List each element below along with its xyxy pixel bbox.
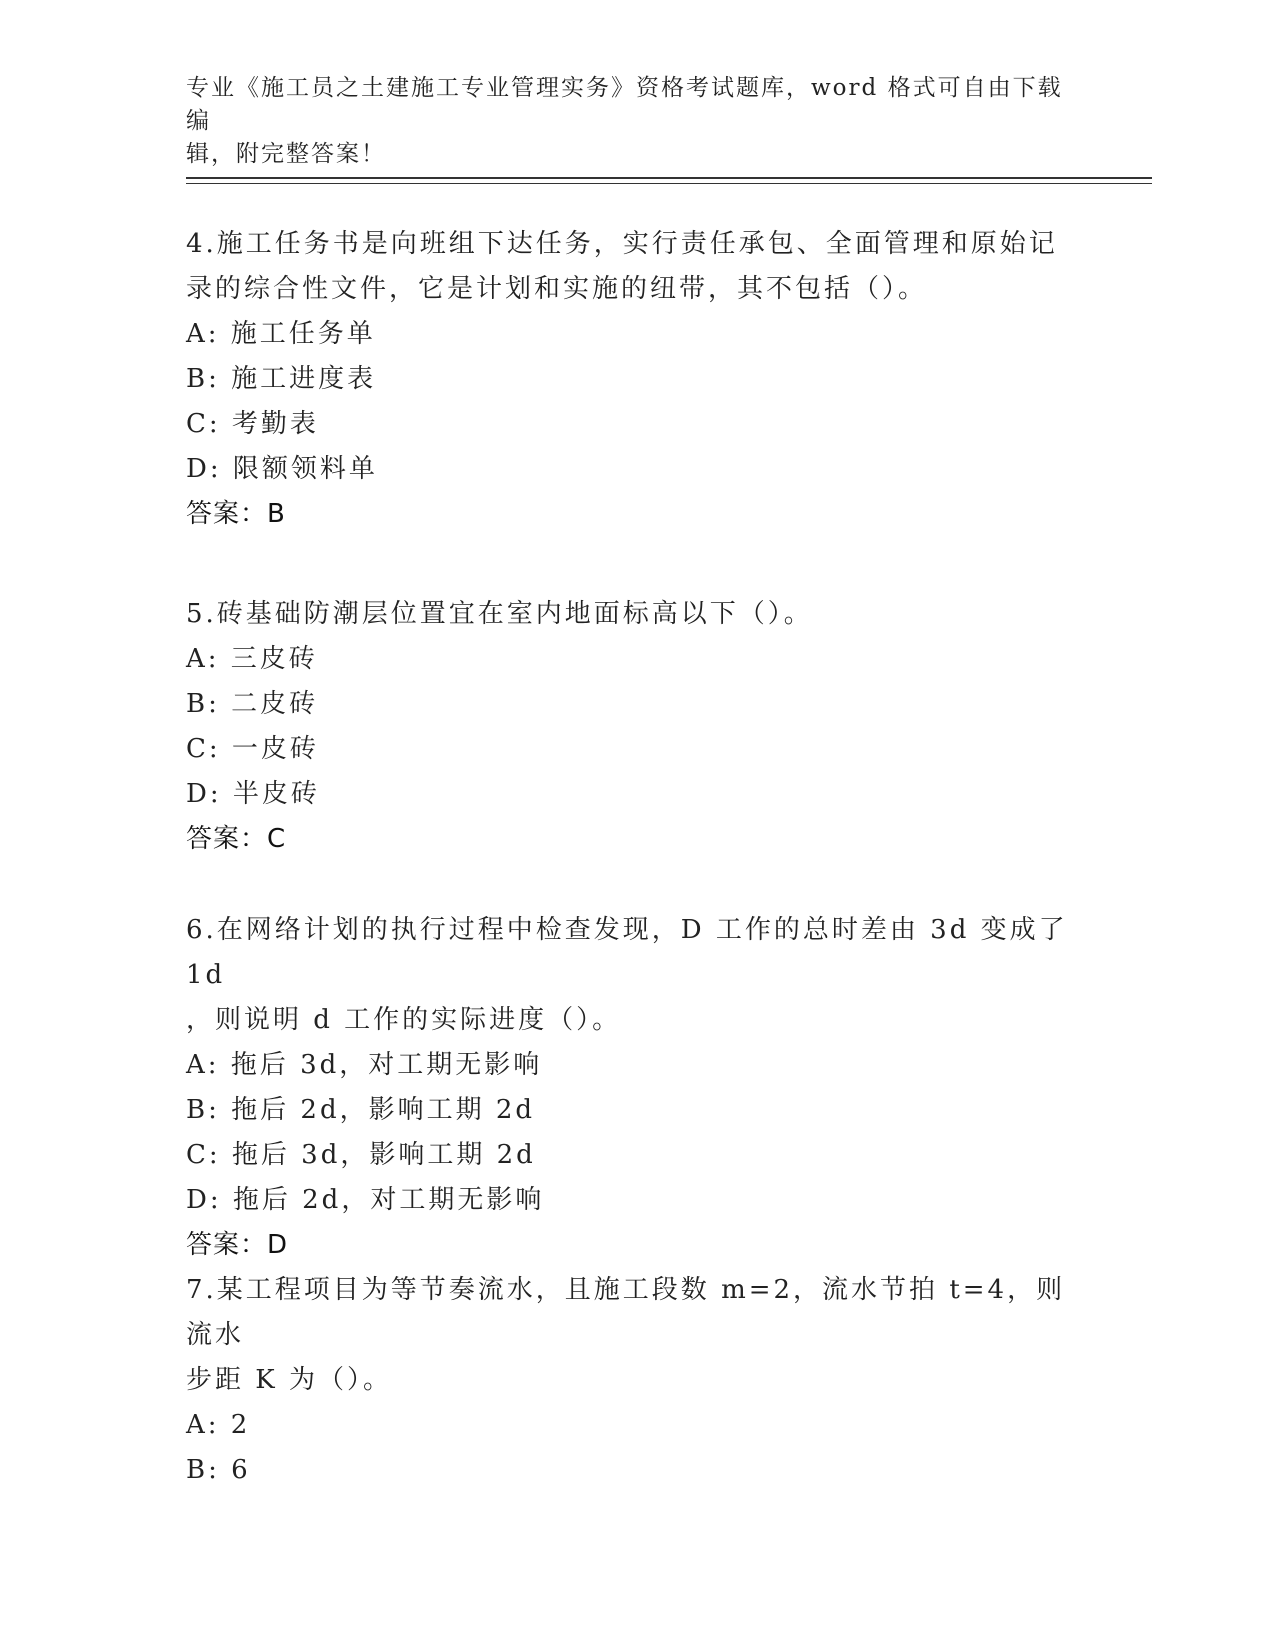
option-b: B: 二皮砖 — [186, 689, 319, 719]
option-a: A: 拖后 3d，对工期无影响 — [186, 1050, 543, 1080]
option-d: D: 半皮砖 — [186, 779, 320, 809]
answer-line: 答案：C — [186, 824, 287, 854]
question-7 — [186, 1268, 1086, 1493]
option-d: D: 限额领料单 — [186, 454, 378, 484]
question-stem-line: 5.砖基础防潮层位置宜在室内地面标高以下（）。 — [186, 599, 813, 629]
answer-line: 答案：D — [186, 1230, 289, 1260]
option-d: D: 拖后 2d，对工期无影响 — [186, 1185, 545, 1215]
option-a: A: 三皮砖 — [186, 644, 318, 674]
option-c: C: 考勤表 — [186, 409, 319, 439]
option-a: A: 施工任务单 — [186, 319, 376, 349]
header-line-2: 辑，附完整答案！ — [186, 141, 386, 167]
question-stem-line: 4.施工任务书是向班组下达任务，实行责任承包、全面管理和原始记 — [186, 229, 1058, 259]
question-6 — [186, 908, 1086, 1268]
option-a: A: 2 — [186, 1410, 251, 1440]
option-b: B: 拖后 2d，影响工期 2d — [186, 1095, 536, 1125]
question-stem-line: 录的综合性文件，它是计划和实施的纽带，其不包括（）。 — [186, 274, 928, 304]
question-4 — [186, 222, 1086, 537]
option-c: C: 一皮砖 — [186, 734, 319, 764]
document-header — [186, 72, 1086, 171]
header-divider-thick — [186, 177, 1152, 179]
header-divider-thin — [186, 183, 1152, 184]
question-stem-line: 步距 K 为（）。 — [186, 1365, 392, 1395]
option-c: C: 拖后 3d，影响工期 2d — [186, 1140, 536, 1170]
question-stem-line: ，则说明 d 工作的实际进度（）。 — [186, 1005, 622, 1035]
answer-line: 答案：B — [186, 499, 286, 529]
question-stem-line: 7.某工程项目为等节奏流水，且施工段数 m=2，流水节拍 t=4，则流水 — [186, 1275, 1066, 1350]
option-b: B: 6 — [186, 1455, 251, 1485]
header-line-1: 专业《施工员之土建施工专业管理实务》资格考试题库，word 格式可自由下载编 — [186, 75, 1063, 134]
option-b: B: 施工进度表 — [186, 364, 377, 394]
question-stem-line: 6.在网络计划的执行过程中检查发现，D 工作的总时差由 3d 变成了 1d — [186, 915, 1068, 990]
question-5 — [186, 592, 1086, 862]
